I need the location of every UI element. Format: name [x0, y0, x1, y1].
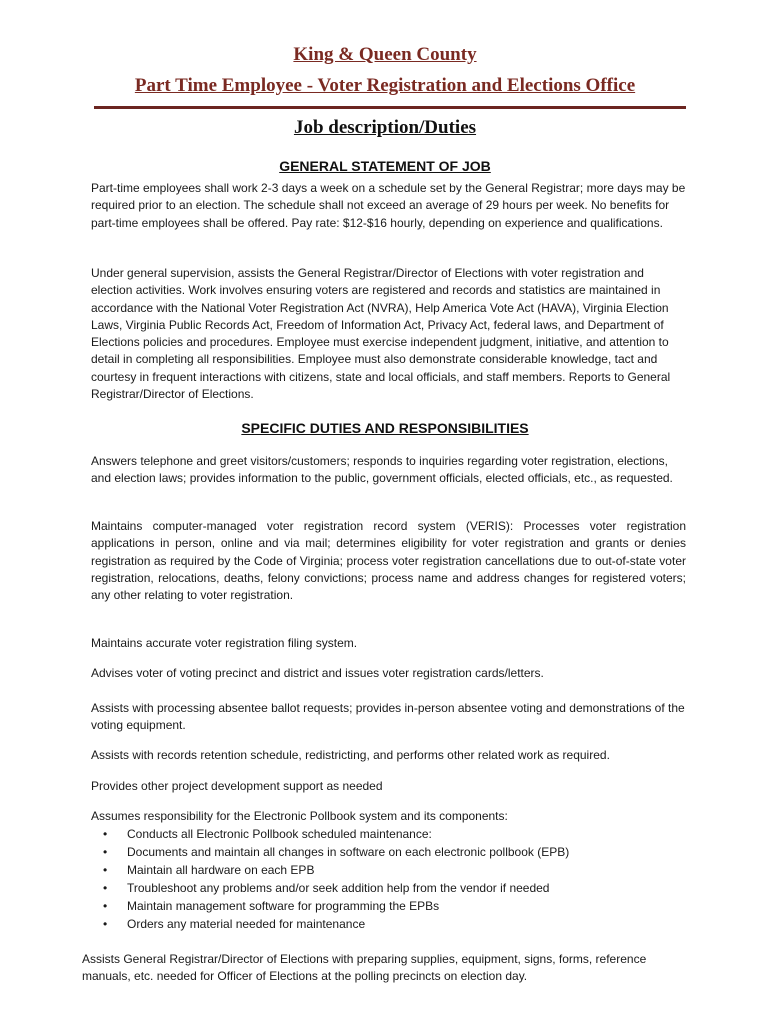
general-paragraph-1: Part-time employees shall work 2-3 days a week on a schedule set by the General Registrar; more days may be required prior to an election. The schedule shall not exceed an average of 29 hours per week. No benefits for part-time employees shall be offered. Pay rate: $12-$16 hourly, depending on experience and qualifications. [91, 181, 686, 230]
pollbook-task-list [91, 825, 569, 933]
list-item: • Conducts all Electronic Pollbook scheduled maintenance: [91, 825, 569, 843]
general-statement-heading: GENERAL STATEMENT OF JOB [279, 158, 491, 174]
list-item: • Maintain management software for programming the EPBs [91, 897, 569, 915]
duty-paragraph-2: Maintains computer-managed voter registration record system (VERIS): Processes voter registration applications in person, online and via mail; determines eligibility for voter registration and grants or denies registration as required by the Code of Virginia; process voter registration cancellations due to out-of-state voter registration, relocations, deaths, felony convictions; process name and address changes for registered voters; any other relating to voter registration. [91, 519, 686, 603]
duty-paragraph-9: Assists General Registrar/Director of Elections with preparing supplies, equipment, signs, forms, reference manuals, etc. needed for Officer of Elections at the polling precincts on election day. [82, 952, 647, 984]
duty-paragraph-4: Advises voter of voting precinct and district and issues voter registration cards/letters. [91, 666, 544, 680]
duty-paragraph-3: Maintains accurate voter registration filing system. [91, 636, 358, 650]
list-item: • Maintain all hardware on each EPB [91, 861, 569, 879]
list-item: • Orders any material needed for maintenance [91, 915, 569, 933]
list-item: • Troubleshoot any problems and/or seek addition help from the vendor if needed [91, 879, 569, 897]
duty-paragraph-8: Assumes responsibility for the Electronic Pollbook system and its components: [91, 809, 508, 823]
duty-paragraph-1: Answers telephone and greet visitors/customers; responds to inquiries regarding voter registration, elections, and election laws; provides information to the public, government officials, elected officials, etc., as requested. [91, 454, 673, 486]
document-subtitle: Job description/Duties [293, 117, 477, 138]
county-title: King & Queen County [293, 44, 477, 65]
duty-paragraph-6: Assists with records retention schedule, redistricting, and performs other related work as required. [91, 748, 610, 762]
header-divider [94, 106, 686, 109]
duty-paragraph-5: Assists with processing absentee ballot requests; provides in-person absentee voting and demonstrations of the voting equipment. [91, 701, 685, 733]
duty-paragraph-7: Provides other project development support as needed [91, 779, 383, 793]
list-item: • Documents and maintain all changes in software on each electronic pollbook (EPB) [91, 843, 569, 861]
specific-duties-heading: SPECIFIC DUTIES AND RESPONSIBILITIES [241, 420, 529, 436]
position-title: Part Time Employee - Voter Registration and Elections Office [134, 75, 636, 96]
general-paragraph-2: Under general supervision, assists the General Registrar/Director of Elections with voter registration and election activities. Work involves ensuring voters are registered and records and statistics are maintained in accordance with the National Voter Registration Act (NVRA), Help America Vote Act (HAVA), Virginia Election Laws, Virginia Public Records Act, Freedom of Information Act, Privacy Act, federal laws, and Department of Elections policies and procedures. Employee must exercise independent judgment, initiative, and attention to detail in completing all responsibilities. Employee must also demonstrate considerable knowledge, tact and courtesy in frequent interactions with citizens, state and local officials, and staff members. Reports to General Registrar/Director of Elections. [91, 266, 671, 402]
